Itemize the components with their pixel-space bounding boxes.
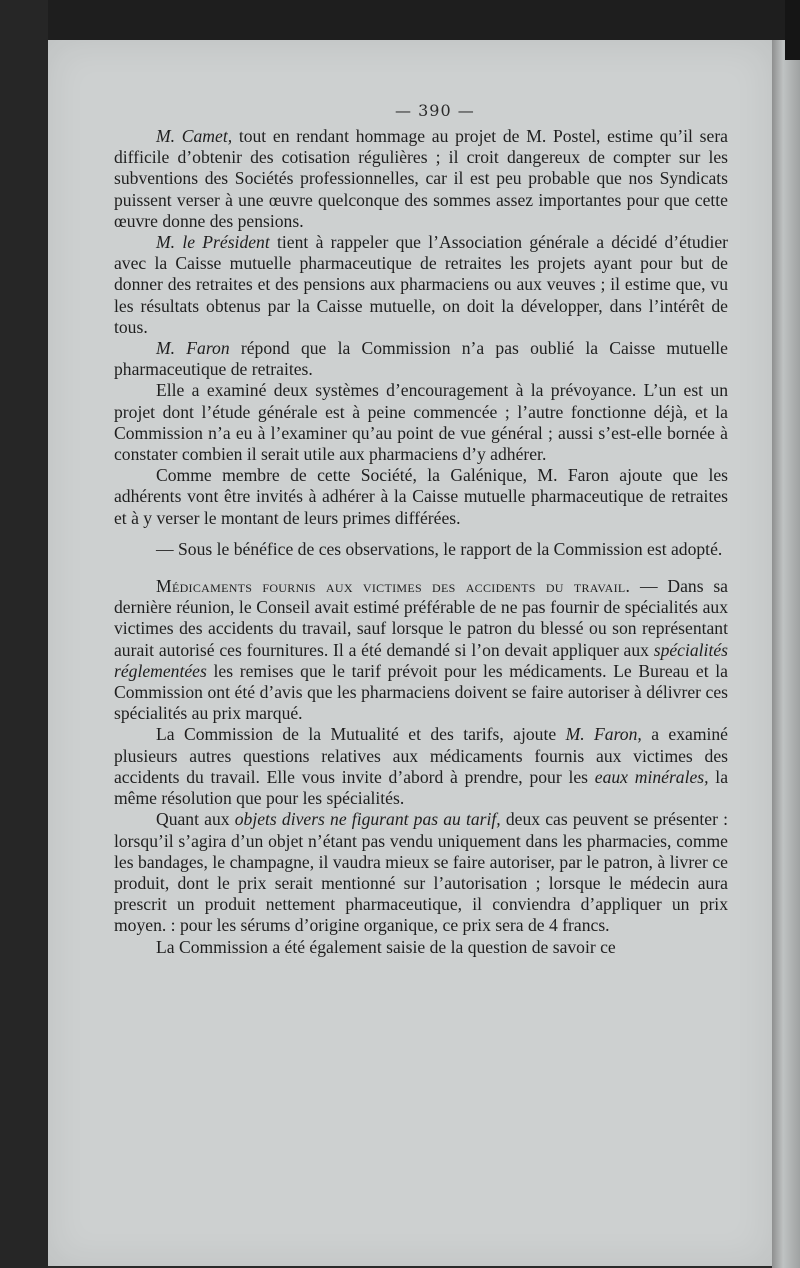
paragraph-text: la même résolution que pour les spécialités. — [114, 766, 728, 809]
paragraph-text: les remises que le tarif prévoit pour les médicaments. Le Bureau et la Commission ont été d’avis que les pharmaciens doivent se faire autoriser à délivrer ces spécialités au prix marqué. — [114, 660, 728, 724]
paragraph-text: deux cas peuvent se présenter : lorsqu’il s’agira d’un objet n’étant pas vendu uniquement dans les pharmacies, comme les bandages, le champagne, il vaudra mieux se faire autoriser, par le patron, à livrer ce produit, dont le prix serait mentionné sur l’autorisation ; lorsque le médecin aura prescrit un produit nettement pharmaceutique, il conviendra d’appliquer un prix moyen. : pour les sérums d’origine organique, ce prix sera de 4 francs. — [114, 809, 729, 936]
paragraph-text: — Dans sa dernière réunion, le Conseil avait estimé préférable de ne pas fournir de spécialités aux victimes des accidents du travail, sauf lorsque le patron du blessé ou son représentant aurait autorisé ces fournitures. Il a été demandé si l’on devait appliquer aux — [114, 576, 728, 660]
paragraph-text: Comme membre de cette Société, la Galénique, M. Faron ajoute que les adhérents vont être invités à adhérer à la Caisse mutuelle pharmaceutique de retraites et à y verser le montant de leurs primes différées. — [114, 465, 728, 528]
paragraph-text: tout en rendant hommage au projet de M. Postel, estime qu’il sera difficile d’obtenir des cotisation régulières ; il croit dangereux de compter sur les subventions des Sociétés professionnelles, car il est peu probable que nos Syndicats puissent verser à une œuvre quelconque des sommes assez importantes pour que cette œuvre donne des pensions. — [114, 126, 728, 231]
book-edge-left — [0, 0, 48, 1268]
paragraph-camet — [114, 126, 728, 232]
paragraph-adopte — [114, 539, 728, 560]
paragraph-systemes — [114, 380, 728, 465]
paragraph-text: — Sous le bénéfice de ces observations, le rapport de la Commission est adopté. — [156, 538, 723, 559]
paragraph-text: tient à rappeler que l’Association générale a décidé d’étudier avec la Caisse mutuelle pharmaceutique de retraites les projets ayant pour but de donner des retraites et des pensions aux pharmaciens ou aux veuves ; il estime que, vu les résultats obtenus par la Caisse mutuelle, on doit la développer, dans l’intérêt de tous. — [114, 232, 728, 337]
paragraph-objets — [114, 809, 728, 936]
paragraph-text: La Commission de la Mutualité et des tarifs, ajoute — [156, 724, 566, 745]
paragraph-president — [114, 232, 728, 338]
speaker-name: M. Faron — [156, 338, 230, 359]
paragraph-text: La Commission a été également saisie de la question de savoir ce — [156, 936, 616, 957]
paragraph-mutualite — [114, 724, 728, 809]
page-number: — 390 — — [395, 101, 475, 120]
emphasis-text: eaux minérales, — [594, 766, 709, 787]
paragraph-text: Quant aux — [156, 809, 235, 830]
paragraph-text: répond que la Commission n’a pas oublié la Caisse mutuelle pharmaceutique de retraites. — [114, 338, 728, 380]
paragraph-commission-final — [114, 937, 728, 958]
book-spine-dark — [785, 0, 800, 60]
page-spine-edge — [772, 40, 800, 1268]
paragraph-medicaments — [114, 576, 728, 724]
speaker-name: M. Camet, — [156, 126, 233, 146]
section-heading: Médicaments fournis aux victimes des accidents du travail. — [156, 576, 631, 597]
paragraph-text: Elle a examiné deux systèmes d’encouragement à la prévoyance. L’un est un projet dont l’étude générale est à peine commencée ; l’autre fonctionne déjà, et la Commission n’a eu à l’examiner qu’au point de vue général ; aussi s’est-elle bornée à constater combien il serait utile aux pharmaciens d’y adhérer. — [114, 380, 728, 465]
book-edge-top — [0, 0, 800, 42]
speaker-name: M. le Président — [156, 232, 270, 253]
emphasis-text: M. Faron, — [565, 724, 642, 745]
paragraph-text: a examiné plusieurs autres questions relatives aux médicaments fournis aux victimes des accidents du travail. Elle vous invite d’abord à prendre, pour les — [114, 724, 728, 787]
emphasis-text: objets divers ne figurant pas au tarif, — [234, 809, 501, 830]
emphasis-text: spécialités réglementées — [114, 639, 728, 681]
paragraph-faron — [114, 338, 728, 380]
paragraph-galenique — [114, 465, 728, 529]
body-text — [114, 126, 728, 958]
